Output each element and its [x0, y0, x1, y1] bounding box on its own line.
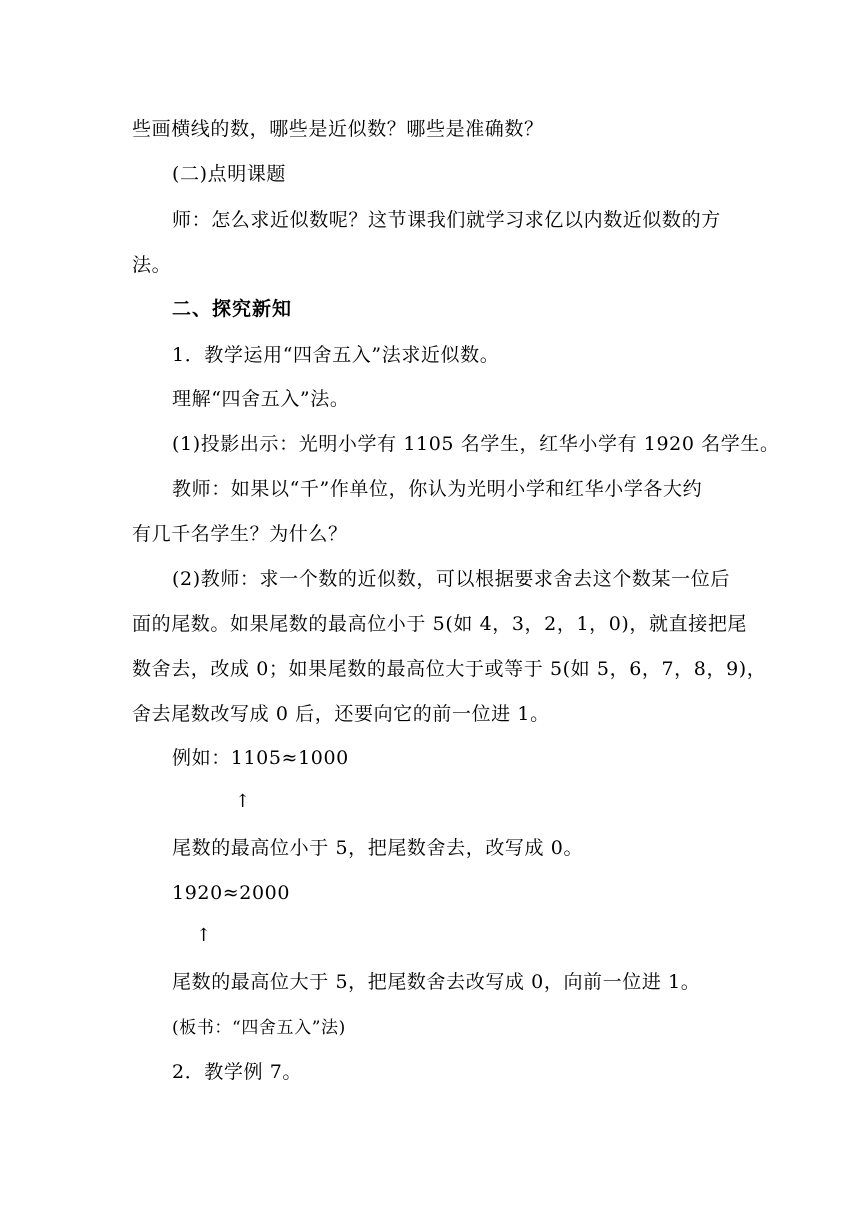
text-line-16: 尾数的最高位小于 5，把尾数舍去，改写成 0。	[172, 837, 584, 859]
text-line-3: 师：怎么求近似数呢？这节课我们就学习求亿以内数近似数的方	[172, 209, 721, 231]
text-line-12: 面的尾数。如果尾数的最高位小于 5(如 4，3，2，1，0)，就直接把尾	[132, 613, 748, 635]
section-heading: 二、探究新知	[172, 298, 293, 320]
text-line-6: 1．教学运用“四舍五入”法求近似数。	[172, 344, 500, 366]
text-line-10: 有几千名学生？为什么？	[132, 523, 348, 545]
text-line-7: 理解“四舍五入”法。	[172, 388, 350, 410]
up-arrow-icon: ↑	[196, 925, 212, 946]
text-line-2: (二)点明课题	[172, 163, 287, 185]
text-line-8: (1)投影出示：光明小学有 1105 名学生，红华小学有 1920 名学生。	[172, 433, 780, 455]
text-line-15: 例如：1105≈1000	[172, 747, 349, 769]
text-line-17: 1920≈2000	[172, 882, 291, 904]
text-line-11: (2)教师：求一个数的近似数，可以根据要求舍去这个数某一位后	[172, 568, 730, 590]
text-line-20: 2．教学例 7。	[172, 1061, 303, 1083]
text-line-9: 教师：如果以“千”作单位，你认为光明小学和红华小学各大约	[172, 478, 703, 500]
text-line-19: (板书：“四舍五入”法)	[172, 1018, 346, 1038]
text-line-13: 数舍去，改成 0；如果尾数的最高位大于或等于 5(如 5，6，7，8，9)，	[132, 658, 767, 680]
text-line-4: 法。	[132, 254, 172, 276]
text-line-18: 尾数的最高位大于 5，把尾数舍去改写成 0，向前一位进 1。	[172, 971, 701, 993]
up-arrow-icon: ↑	[235, 791, 251, 812]
text-line-1: 些画横线的数，哪些是近似数？哪些是准确数？	[132, 118, 544, 140]
text-line-14: 舍去尾数改写成 0 后，还要向它的前一位进 1。	[132, 703, 550, 725]
